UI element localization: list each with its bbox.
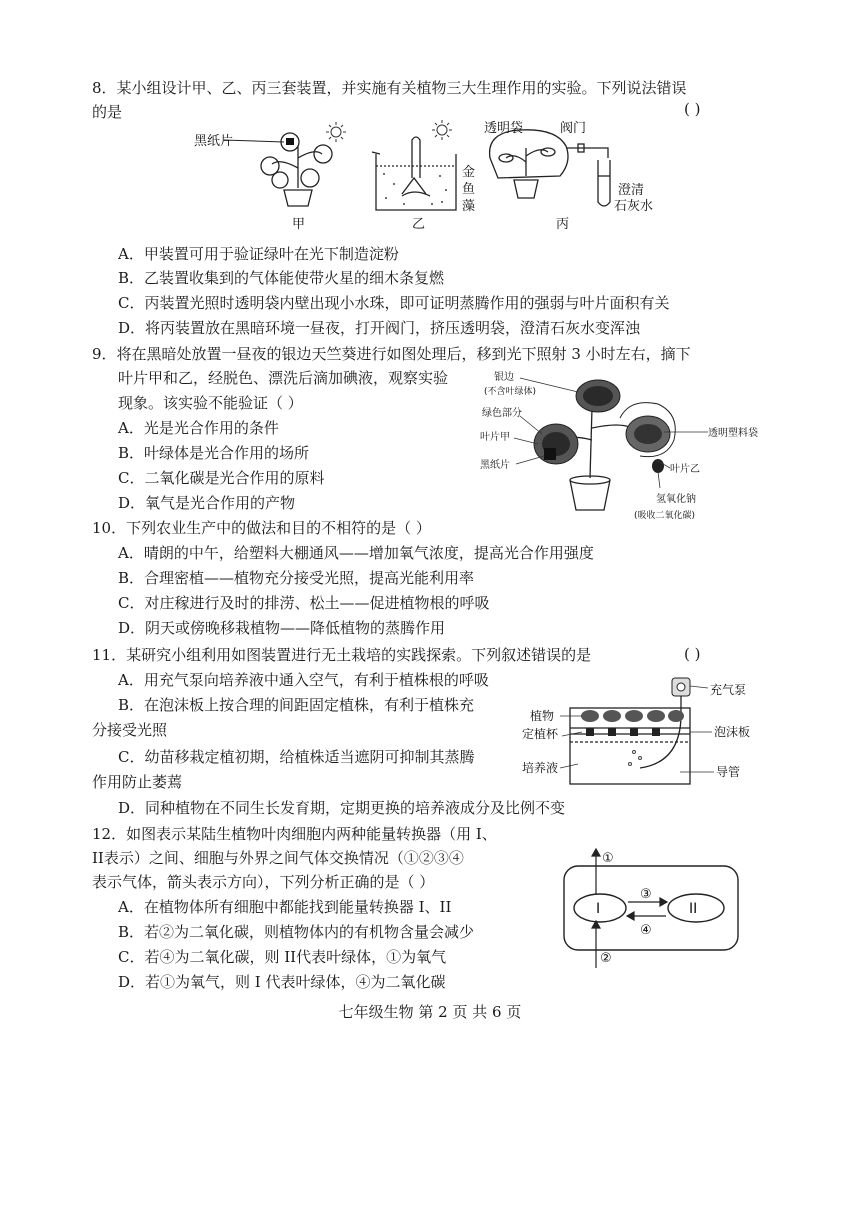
pump-icon [672, 678, 690, 696]
label-limewater-1: 澄清 [618, 183, 645, 198]
q11-figure [522, 672, 770, 788]
gas-3: ③ [640, 887, 652, 902]
q8-answer-paren: ( ) [684, 100, 701, 118]
q11-option-a: A．用充气泵向培养液中通入空气，有利于植株根的呼吸 [118, 671, 489, 689]
q10-stem: 10．下列农业生产中的做法和目的不相符的是（ ） [92, 519, 431, 537]
q9-stem-line2: 叶片甲和乙，经脱色、漂洗后滴加碘液，观察实验 [118, 369, 449, 387]
gas-1: ① [602, 851, 614, 866]
label-black-paper: 黑纸片 [480, 460, 510, 471]
label-silver-edge: 银边 [494, 372, 514, 383]
label-solution: 培养液 [522, 761, 559, 775]
q11-answer-paren: ( ) [684, 645, 701, 663]
q12-option-d: D．若①为氧气，则 I 代表叶绿体，④为二氧化碳 [118, 973, 446, 991]
sun-icon [432, 120, 452, 140]
label-leaf-a: 叶片甲 [480, 432, 510, 443]
q9-option-b: B．叶绿体是光合作用的场所 [118, 444, 310, 462]
q12-stem-line3: 表示气体，箭头表示方向），下列分析正确的是（ ） [92, 873, 435, 891]
q8-option-c: C．丙装置光照时透明袋内壁出现小水珠，即可证明蒸腾作用的强弱与叶片面积有关 [118, 294, 670, 312]
label-absorb-co2: (吸收二氧化碳) [634, 511, 696, 521]
q11-stem: 11．某研究小组利用如图装置进行无土栽培的实践探索。下列叙述错误的是 [92, 646, 592, 664]
leaf-top [576, 380, 620, 412]
label-yi: 乙 [412, 217, 426, 232]
q11-option-b-line2: 分接受光照 [92, 721, 168, 739]
q12-option-b: B．若②为二氧化碳，则植物体内的有机物含量会减少 [118, 923, 475, 941]
q8-stem-line1: 8．某小组设计甲、乙、丙三套装置，并实施有关植物三大生理作用的实验。下列说法错误 [92, 79, 687, 97]
q11-option-c-line1: C．幼苗移栽定植初期，给植株适当遮阴可抑制其蒸腾 [118, 748, 475, 766]
q9-option-d: D．氧气是光合作用的产物 [118, 494, 296, 512]
label-goldfish-weed-1: 金 [462, 165, 476, 180]
q12-option-a: A．在植物体所有细胞中都能找到能量转换器 I、II [118, 898, 452, 916]
q11-option-b-line1: B．在泡沫板上按合理的间距固定植株，有利于植株充 [118, 696, 475, 714]
label-black-paper: 黑纸片 [194, 134, 234, 149]
label-jia: 甲 [292, 217, 306, 232]
label-foam: 泡沫板 [714, 725, 751, 739]
q8-option-d: D．将丙装置放在黑暗环境一昼夜，打开阀门，挤压透明袋，澄清石灰水变浑浊 [118, 319, 641, 337]
q10-option-d: D．阴天或傍晚移栽植物——降低植物的蒸腾作用 [118, 619, 446, 637]
device-c-bag [490, 130, 610, 206]
q12-stem-line1: 12．如图表示某陆生植物叶肉细胞内两种能量转换器（用 I、 [92, 825, 497, 843]
label-goldfish-weed-3: 藻 [462, 199, 476, 214]
q11-option-c-line2: 作用防止萎蔫 [92, 773, 183, 791]
label-plastic-bag: 透明塑料袋 [708, 428, 758, 439]
q9-figure [480, 368, 770, 528]
label-organelle-2: II [689, 901, 698, 917]
q10-option-b: B．合理密植——植物充分接受光照，提高光能利用率 [118, 569, 475, 587]
q12-option-c: C．若④为二氧化碳，则 II代表叶绿体，①为氧气 [118, 948, 447, 966]
label-bag: 透明袋 [484, 121, 524, 136]
label-limewater-2: 石灰水 [614, 199, 654, 214]
black-paper-mark [286, 138, 294, 145]
q9-option-c: C．二氧化碳是光合作用的原料 [118, 469, 325, 487]
label-pump: 充气泵 [710, 683, 747, 697]
label-goldfish-weed-2: 鱼 [462, 182, 476, 197]
q11-option-d: D．同种植物在不同生长发育期，定期更换的培养液成分及比例不变 [118, 799, 566, 817]
q8-option-b: B．乙装置收集到的气体能使带火星的细木条复燃 [118, 269, 445, 287]
pot [570, 476, 610, 510]
q12-stem-line2: II表示）之间、细胞与外界之间气体交换情况（①②③④ [92, 849, 464, 867]
label-no-chloroplast: (不含叶绿体) [484, 387, 537, 397]
leaf-b [620, 403, 675, 457]
label-plant: 植物 [530, 709, 555, 723]
label-naoh: 氢氧化钠 [656, 494, 696, 505]
label-bing: 丙 [556, 217, 570, 232]
q8-option-a: A．甲装置可用于验证绿叶在光下制造淀粉 [118, 245, 399, 263]
q9-stem-line1: 9．将在黑暗处放置一昼夜的银边天竺葵进行如图处理后，移到光下照射 3 小时左右，摘下 [92, 345, 691, 363]
q8-figure [180, 118, 680, 238]
label-organelle-1: I [596, 901, 601, 917]
label-leaf-b: 叶片乙 [670, 464, 700, 475]
q9-option-a: A．光是光合作用的条件 [118, 419, 279, 437]
sun-icon [326, 122, 346, 142]
label-cup: 定植杯 [522, 727, 559, 741]
plants [581, 710, 684, 722]
leaf-a [534, 424, 578, 464]
q12-figure [550, 846, 750, 976]
q8-stem-line2: 的是 [92, 103, 123, 121]
q10-option-a: A．晴朗的中午，给塑料大棚通风——增加氧气浓度，提高光合作用强度 [118, 544, 594, 562]
label-valve: 阀门 [560, 121, 587, 136]
q10-option-c: C．对庄稼进行及时的排涝、松土——促进植物根的呼吸 [118, 594, 490, 612]
label-tube: 导管 [716, 765, 741, 779]
q9-stem-line3: 现象。该实验不能验证（ ） [118, 394, 303, 412]
gas-4: ④ [640, 923, 652, 938]
gas-2: ② [600, 951, 612, 966]
label-green-part: 绿色部分 [482, 408, 522, 419]
page-footer: 七年级生物 第 2 页 共 6 页 [338, 1003, 522, 1021]
device-a-plant [261, 133, 332, 206]
